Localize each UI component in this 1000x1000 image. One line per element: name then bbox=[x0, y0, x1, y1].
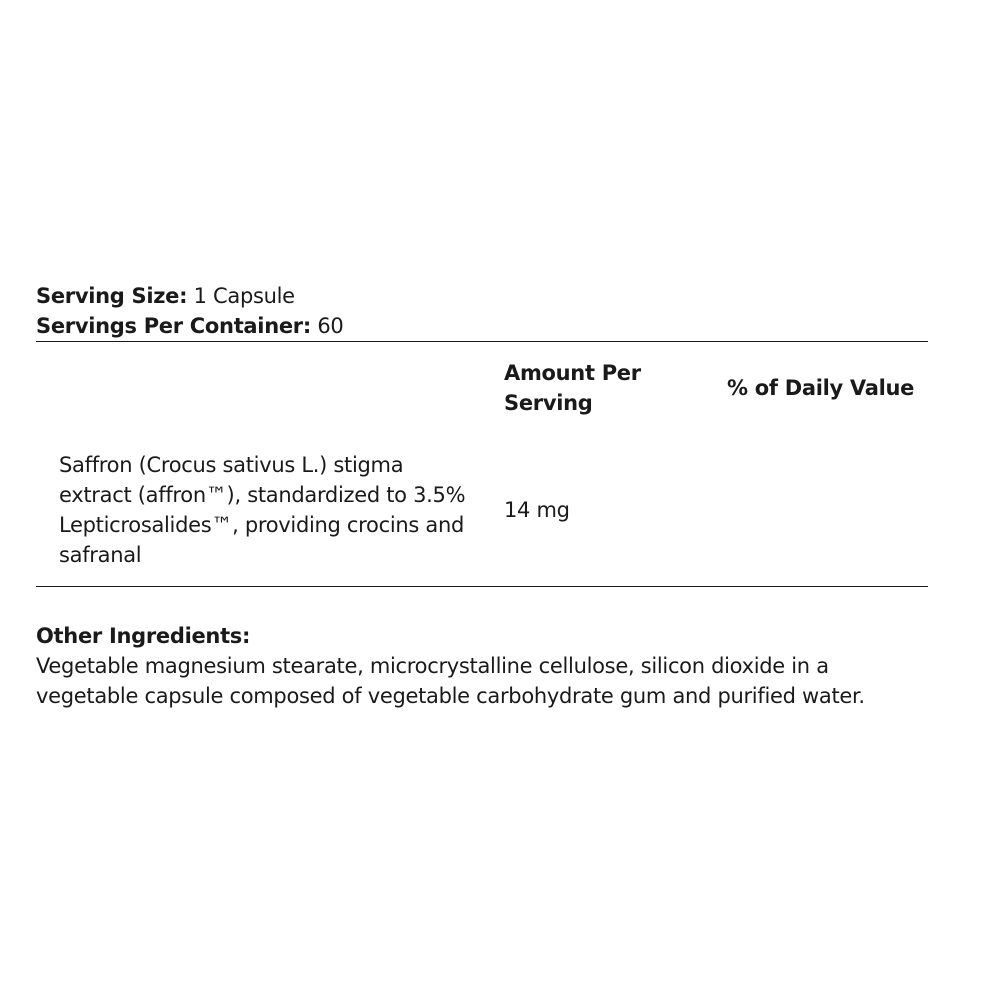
servings-per-container-line bbox=[36, 311, 928, 341]
daily-value-header: % of Daily Value bbox=[727, 376, 915, 400]
servings-per-container-label: Servings Per Container: bbox=[36, 314, 311, 338]
table-row bbox=[36, 440, 928, 586]
servings-per-container-value: 60 bbox=[317, 314, 344, 338]
table-header-row bbox=[36, 342, 928, 440]
amount-per-serving-header: Amount Per Serving bbox=[504, 361, 641, 415]
facts-table bbox=[36, 342, 928, 586]
other-ingredients-section bbox=[36, 621, 928, 711]
ingredient-name: Saffron (Crocus sativus L.) stigma extract (affron™), standardized to 3.5% Lepticrosalides™, providing crocins and safranal bbox=[59, 453, 466, 567]
bottom-divider bbox=[36, 586, 928, 587]
supplement-facts-panel bbox=[36, 281, 928, 711]
other-ingredients-text: Vegetable magnesium stearate, microcrystalline cellulose, silicon dioxide in a vegetable capsule composed of vegetable carbohydrate gum and purified water. bbox=[36, 654, 865, 708]
other-ingredients-heading: Other Ingredients: bbox=[36, 624, 251, 648]
serving-size-line bbox=[36, 281, 928, 311]
serving-size-value: 1 Capsule bbox=[193, 284, 295, 308]
ingredient-amount: 14 mg bbox=[504, 498, 570, 522]
serving-size-label: Serving Size: bbox=[36, 284, 188, 308]
